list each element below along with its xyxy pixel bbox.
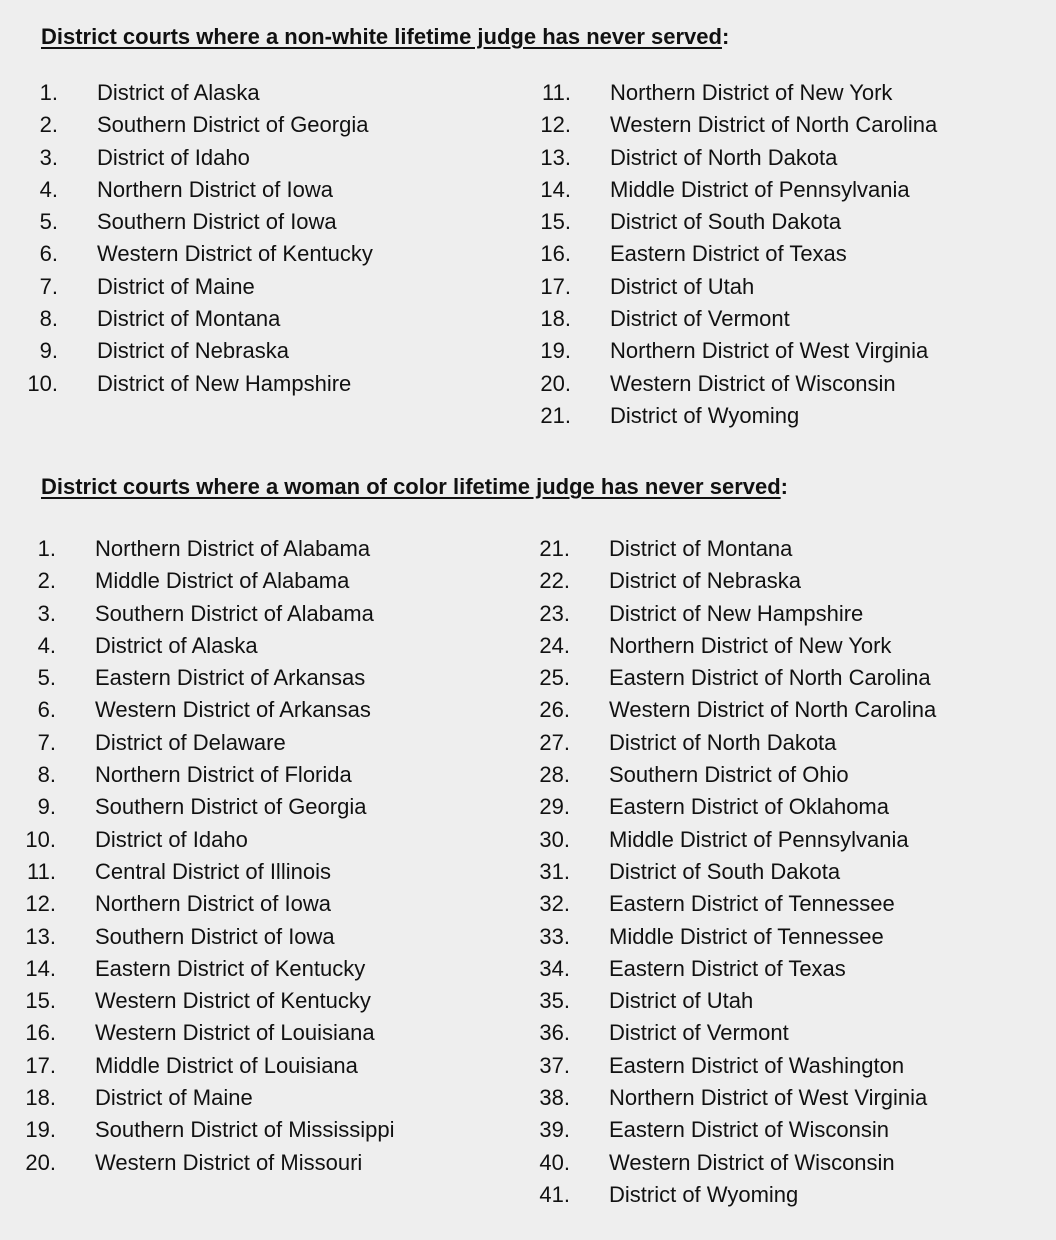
- court-name: Eastern District of Oklahoma: [609, 794, 889, 820]
- court-name: Central District of Illinois: [95, 858, 331, 884]
- court-name: District of Vermont: [609, 1020, 789, 1046]
- item-number: 37.: [539, 1052, 570, 1078]
- item-number: 35.: [539, 988, 570, 1014]
- item-number: 9.: [37, 794, 56, 820]
- court-name: District of Utah: [609, 988, 754, 1014]
- court-name: Northern District of New York: [610, 80, 893, 105]
- court-name: Western District of Kentucky: [97, 241, 373, 267]
- court-name: Northern District of West Virginia: [610, 338, 929, 364]
- court-name: District of Alaska: [97, 80, 260, 105]
- item-number: 14.: [25, 955, 56, 981]
- court-name: District of Idaho: [95, 826, 248, 852]
- court-name: District of Nebraska: [609, 568, 801, 594]
- item-number: 19.: [25, 1117, 56, 1143]
- court-name: Western District of Missouri: [95, 1149, 363, 1175]
- item-number: 2.: [39, 112, 58, 138]
- court-name: Western District of Arkansas: [95, 697, 371, 723]
- court-name: Southern District of Iowa: [95, 923, 335, 949]
- court-name: Southern District of Georgia: [95, 794, 367, 820]
- item-number: 34.: [539, 955, 570, 981]
- court-name: Northern District of Iowa: [95, 891, 331, 917]
- item-number: 20.: [25, 1149, 56, 1175]
- court-name: Northern District of New York: [609, 632, 892, 658]
- item-number: 4.: [37, 632, 56, 658]
- court-name: District of North Dakota: [609, 729, 837, 755]
- court-name: Western District of North Carolina: [610, 112, 938, 138]
- court-name: District of Delaware: [95, 729, 286, 755]
- court-name: Eastern District of North Carolina: [609, 665, 931, 691]
- court-name: District of North Dakota: [610, 144, 838, 170]
- item-number: 3.: [39, 144, 58, 170]
- court-name: District of Maine: [97, 273, 255, 299]
- item-number: 36.: [539, 1020, 570, 1046]
- court-name: Middle District of Louisiana: [95, 1052, 358, 1078]
- court-name: Northern District of Iowa: [97, 176, 333, 202]
- court-name: Northern District of Florida: [95, 762, 352, 788]
- court-name: District of Maine: [95, 1085, 253, 1111]
- item-number: 12.: [540, 112, 571, 138]
- item-number: 8.: [39, 306, 58, 332]
- item-number: 30.: [539, 826, 570, 852]
- item-number: 6.: [39, 241, 58, 267]
- court-name: Northern District of Alabama: [95, 536, 371, 561]
- item-number: 6.: [37, 697, 56, 723]
- item-number: 1.: [37, 536, 56, 561]
- item-number: 20.: [540, 370, 571, 396]
- item-number: 17.: [540, 273, 571, 299]
- court-name: Northern District of West Virginia: [609, 1085, 928, 1111]
- item-number: 7.: [37, 729, 56, 755]
- court-name: Eastern District of Wisconsin: [609, 1117, 889, 1143]
- item-number: 25.: [539, 665, 570, 691]
- court-name: District of South Dakota: [610, 209, 842, 235]
- court-name: Eastern District of Tennessee: [609, 891, 895, 917]
- section-heading: District courts where a woman of color lifetime judge has never served:: [41, 474, 788, 499]
- court-name: Southern District of Mississippi: [95, 1117, 395, 1143]
- item-number: 15.: [540, 209, 571, 235]
- item-number: 38.: [539, 1085, 570, 1111]
- court-name: Southern District of Georgia: [97, 112, 369, 138]
- item-number: 31.: [539, 858, 570, 884]
- item-number: 32.: [539, 891, 570, 917]
- item-number: 27.: [539, 729, 570, 755]
- item-number: 28.: [539, 762, 570, 788]
- court-name: District of Idaho: [97, 144, 250, 170]
- court-name: Western District of Wisconsin: [609, 1149, 895, 1175]
- item-number: 9.: [39, 338, 58, 364]
- court-name: Middle District of Pennsylvania: [610, 176, 910, 202]
- item-number: 24.: [539, 632, 570, 658]
- item-number: 18.: [540, 306, 571, 332]
- court-name: Western District of Louisiana: [95, 1020, 375, 1046]
- court-name: Southern District of Alabama: [95, 600, 374, 626]
- item-number: 19.: [540, 338, 571, 364]
- item-number: 2.: [37, 568, 56, 594]
- item-number: 11.: [27, 858, 56, 884]
- court-name: District of New Hampshire: [609, 600, 864, 626]
- item-number: 29.: [539, 794, 570, 820]
- court-name: Eastern District of Arkansas: [95, 665, 366, 691]
- item-number: 5.: [37, 665, 56, 691]
- court-name: District of Nebraska: [97, 338, 289, 364]
- section-heading: District courts where a non-white lifetime judge has never served:: [41, 24, 730, 49]
- item-number: 18.: [25, 1085, 56, 1111]
- court-name: Eastern District of Kentucky: [95, 955, 366, 981]
- court-name: District of Alaska: [95, 632, 258, 658]
- court-name: Western District of Kentucky: [95, 988, 371, 1014]
- item-number: 13.: [540, 144, 571, 170]
- court-name: District of Vermont: [610, 306, 790, 332]
- item-number: 17.: [25, 1052, 56, 1078]
- court-name: District of Wyoming: [609, 1181, 799, 1207]
- court-name: Eastern District of Washington: [609, 1052, 905, 1078]
- item-number: 11.: [542, 80, 571, 105]
- item-number: 23.: [539, 600, 570, 626]
- court-name: Middle District of Pennsylvania: [609, 826, 909, 852]
- item-number: 15.: [25, 988, 56, 1014]
- item-number: 40.: [539, 1149, 570, 1175]
- court-name: Middle District of Alabama: [95, 568, 350, 594]
- item-number: 14.: [540, 176, 571, 202]
- court-name: Southern District of Ohio: [609, 762, 849, 788]
- item-number: 7.: [39, 273, 58, 299]
- item-number: 4.: [39, 176, 58, 202]
- item-number: 10.: [27, 370, 58, 396]
- court-name: Eastern District of Texas: [609, 955, 846, 981]
- item-number: 21.: [540, 402, 571, 428]
- court-name: Middle District of Tennessee: [609, 923, 884, 949]
- court-name: District of New Hampshire: [97, 370, 352, 396]
- court-name: Western District of Wisconsin: [610, 370, 896, 396]
- item-number: 1.: [39, 80, 58, 105]
- item-number: 16.: [25, 1020, 56, 1046]
- court-name: Western District of North Carolina: [609, 697, 937, 723]
- item-number: 16.: [540, 241, 571, 267]
- item-number: 12.: [25, 891, 56, 917]
- court-name: District of Montana: [609, 536, 793, 561]
- court-name: District of Montana: [97, 306, 281, 332]
- court-name: District of South Dakota: [609, 858, 841, 884]
- item-number: 33.: [539, 923, 570, 949]
- court-name: District of Utah: [610, 273, 755, 299]
- court-name: District of Wyoming: [610, 402, 800, 428]
- item-number: 13.: [25, 923, 56, 949]
- item-number: 3.: [37, 600, 56, 626]
- item-number: 21.: [539, 536, 570, 561]
- item-number: 5.: [39, 209, 58, 235]
- court-name: Eastern District of Texas: [610, 241, 847, 267]
- court-name: Southern District of Iowa: [97, 209, 337, 235]
- item-number: 26.: [539, 697, 570, 723]
- item-number: 10.: [25, 826, 56, 852]
- item-number: 22.: [539, 568, 570, 594]
- item-number: 8.: [37, 762, 56, 788]
- item-number: 39.: [539, 1117, 570, 1143]
- item-number: 41.: [539, 1181, 570, 1207]
